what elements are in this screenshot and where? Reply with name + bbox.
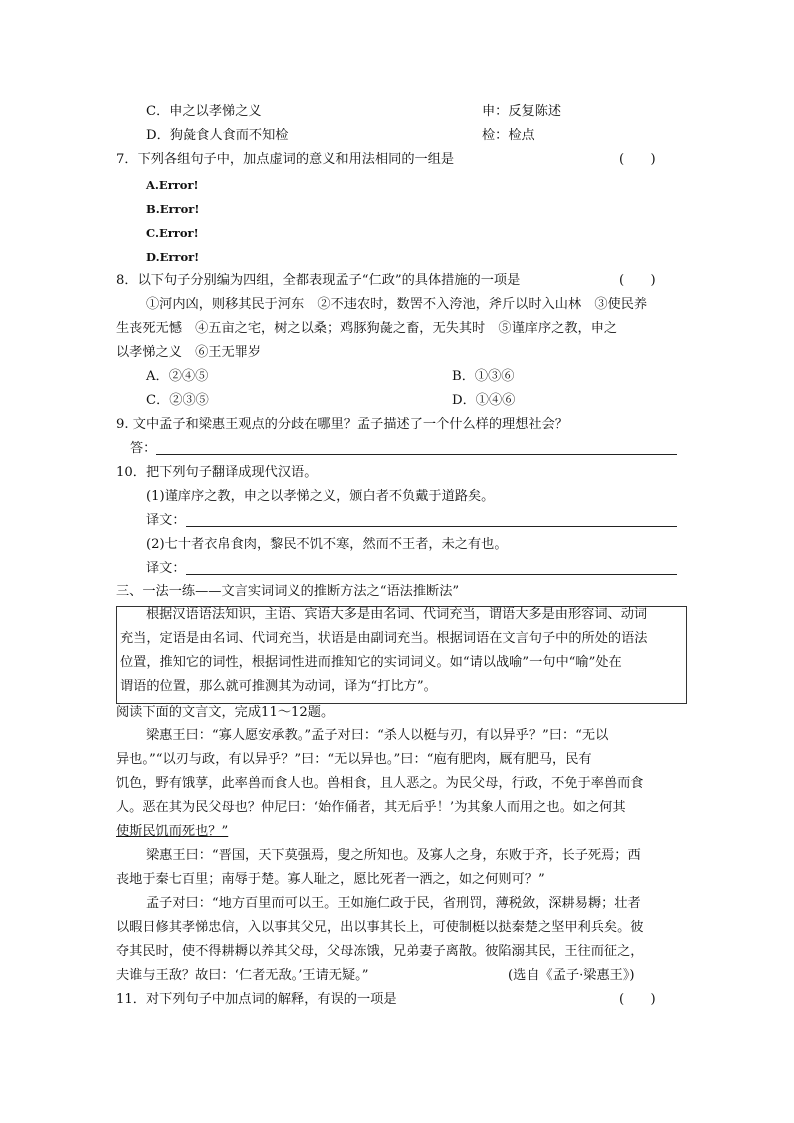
q6-option-c-gloss: 申：反复陈述 bbox=[482, 104, 562, 119]
q6-option-d: D．狗彘食人食而不知检 bbox=[146, 128, 289, 143]
passage-line: 以暇日修其孝悌忠信，入以事其父兄，出以事其长上，可使制梃以挞秦楚之坚甲利兵矣。彼 bbox=[116, 920, 644, 935]
box-line: 位置，推知它的词性，根据词性进而推知它的实词词义。如“请以战喻”一句中“喻”处在 bbox=[120, 655, 622, 670]
q10-stem: 10．把下列句子翻译成现代汉语。 bbox=[116, 465, 318, 480]
q6-option-c: C．申之以孝悌之义 bbox=[146, 104, 262, 119]
q7-option-c: C.Error! bbox=[146, 226, 199, 240]
q8-line: ①河内凶，则移其民于河东 ②不违农时，数罟不入洿池，斧斤以时入山林 ③使民养 bbox=[146, 297, 648, 312]
q10-translate-label: 译文： bbox=[146, 513, 186, 528]
q8-answer-paren: ( ) bbox=[619, 273, 656, 288]
q7-option-d: D.Error! bbox=[146, 250, 200, 264]
passage-line: 孟子对曰：“地方百里而可以王。王如施仁政于民，省刑罚，薄税敛，深耕易耨；壮者 bbox=[146, 896, 641, 911]
passage-line: 丧地于秦七百里；南辱于楚。寡人耻之，愿比死者一洒之，如之何则可？” bbox=[116, 872, 545, 887]
q8-option-b: B．①③⑥ bbox=[452, 369, 515, 384]
q8-line: 以孝悌之义 ⑥王无罪岁 bbox=[116, 345, 262, 360]
q11-stem: 11．对下列句子中加点词的解释，有误的一项是 bbox=[116, 992, 397, 1007]
passage-line: 人。恶在其为民父母也？仲尼曰：‘始作俑者，其无后乎！’为其象人而用之也。如之何其 bbox=[116, 800, 626, 815]
q7-answer-paren: ( ) bbox=[619, 152, 656, 167]
reading-intro: 阅读下面的文言文，完成11～12题。 bbox=[116, 705, 335, 720]
q10-sentence-2: (2)七十者衣帛食肉，黎民不饥不寒，然而不王者，未之有也。 bbox=[146, 537, 508, 552]
passage-line: 异也。”“以刃与政，有以异乎？”曰：“无以异也。”曰：“庖有肥肉，厩有肥马，民有 bbox=[116, 752, 592, 767]
section3-title: 三、一法一练——文言实词词义的推断方法之“语法推断法” bbox=[116, 584, 460, 599]
passage-line: 饥色，野有饿莩，此率兽而食人也。兽相食，且人恶之。为民父母，行政，不免于率兽而食 bbox=[116, 776, 644, 791]
q7-stem: 7．下列各组句子中，加点虚词的意义和用法相同的一组是 bbox=[116, 152, 455, 167]
q9-answer-line[interactable] bbox=[156, 454, 677, 455]
passage-line: 夺其民时，使不得耕耨以养其父母，父母冻饿，兄弟妻子离散。彼陷溺其民，王往而征之， bbox=[116, 944, 644, 959]
q8-option-c: C．②③⑤ bbox=[146, 393, 209, 408]
passage-line: 梁惠王曰：“晋国，天下莫强焉，叟之所知也。及寡人之身，东败于齐，长子死焉；西 bbox=[146, 848, 641, 863]
q7-option-b: B.Error! bbox=[146, 202, 200, 216]
q7-option-a: A.Error! bbox=[146, 178, 199, 192]
q9-stem: 9. 文中孟子和梁惠王观点的分歧在哪里？孟子描述了一个什么样的理想社会？ bbox=[116, 417, 568, 432]
passage-line: 梁惠王曰：“寡人愿安承教。”孟子对曰：“杀人以梃与刃，有以异乎？”曰：“无以 bbox=[146, 728, 609, 743]
q8-stem: 8．以下句子分别编为四组，全都表现孟子“仁政”的具体措施的一项是 bbox=[116, 273, 521, 288]
q6-option-d-gloss: 检：检点 bbox=[482, 128, 535, 143]
q10-translate-label: 译文： bbox=[146, 561, 186, 576]
q9-answer-label: 答： bbox=[130, 441, 157, 456]
passage-line: 夫谁与王敌？故曰：‘仁者无敌。’王请无疑。” bbox=[116, 968, 369, 983]
q10-translation-line-2[interactable] bbox=[186, 574, 677, 575]
q10-translation-line-1[interactable] bbox=[186, 526, 677, 527]
box-line: 谓语的位置，那么就可推测其为动词，译为“打比方”。 bbox=[120, 679, 437, 694]
passage-source: (选自《孟子·梁惠王》) bbox=[508, 968, 635, 983]
box-line: 根据汉语语法知识，主语、宾语大多是由名词、代词充当，谓语大多是由形容词、动词 bbox=[146, 607, 648, 622]
passage-line-underlined: 使斯民饥而死也？” bbox=[116, 824, 229, 839]
q10-sentence-1: (1)谨庠序之教，申之以孝悌之义，颁白者不负戴于道路矣。 bbox=[146, 489, 495, 504]
q11-answer-paren: ( ) bbox=[619, 992, 656, 1007]
q8-option-d: D．①④⑥ bbox=[452, 393, 516, 408]
q8-line: 生丧死无憾 ④五亩之宅，树之以桑；鸡豚狗彘之畜，无失其时 ⑤谨庠序之教，申之 bbox=[116, 321, 618, 336]
box-line: 充当，定语是由名词、代词充当，状语是由副词充当。根据词语在文言句子中的所处的语法 bbox=[120, 631, 648, 646]
q8-option-a: A．②④⑤ bbox=[146, 369, 209, 384]
